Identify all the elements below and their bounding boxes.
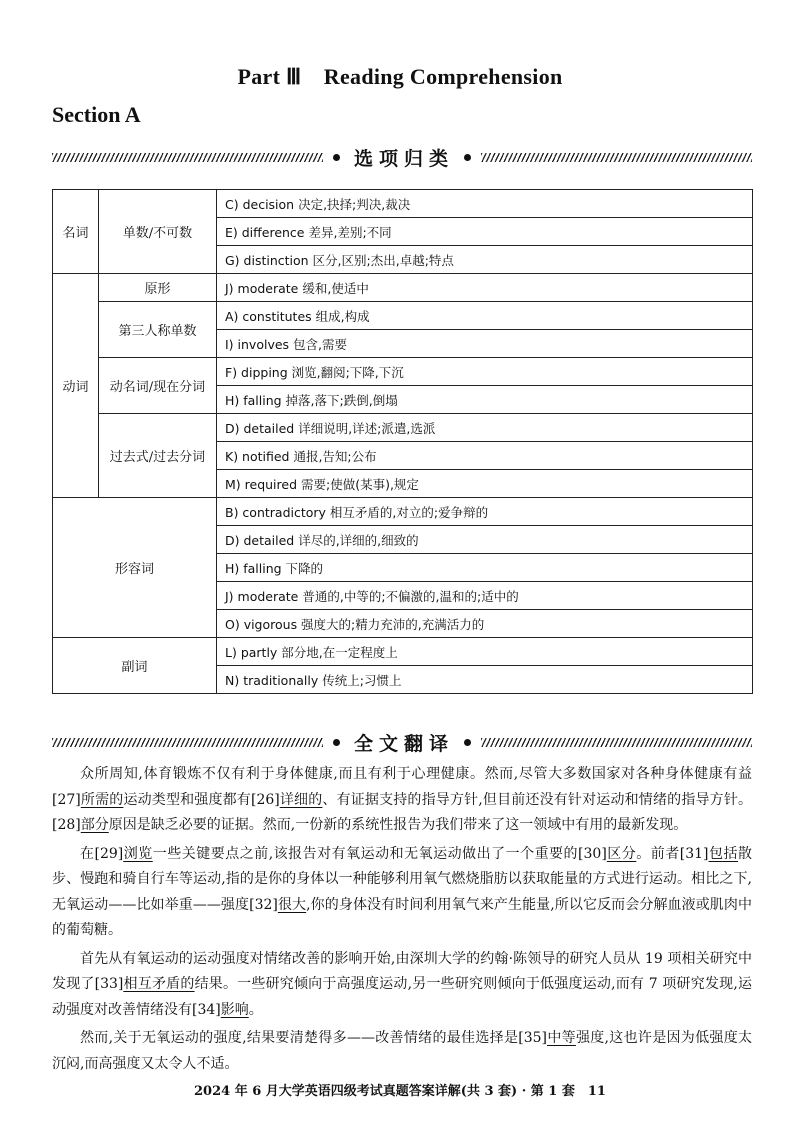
hatch-decoration — [52, 153, 323, 162]
subcategory-cell: 原形 — [99, 274, 217, 302]
table-row — [53, 498, 753, 526]
entry-cell: J) moderate 普通的,中等的;不偏激的,温和的;适中的 — [217, 582, 753, 610]
text: 原因是缺乏必要的证据。然而,一份新的系统性报告为我们带来了这一领域中有用的最新发现。 — [108, 817, 688, 833]
banner-label: 全文翻译 — [354, 732, 455, 755]
answer-underline: 中等 — [547, 1030, 576, 1046]
entry-cell: C) decision 决定,抉择;判决,裁决 — [217, 190, 753, 218]
answer-underline: 浏览 — [123, 845, 153, 862]
paragraph — [52, 762, 752, 839]
hatch-decoration — [481, 153, 752, 162]
entry-cell: O) vigorous 强度大的;精力充沛的,充满活力的 — [217, 610, 753, 638]
translation-body — [52, 762, 752, 1080]
entry-cell: D) detailed 详细说明,详述;派遣,选派 — [217, 414, 753, 442]
entry-cell: F) dipping 浏览,翻阅;下降,下沉 — [217, 358, 753, 386]
text: 一些关键要点之前,该报告对有氧运动和无氧运动做出了一个重要的[30] — [152, 845, 607, 862]
entry-cell: K) notified 通报,告知;公布 — [217, 442, 753, 470]
text: 散步、慢跑和骑自行车等运动,指的是你的身体以一种能够利用氧气燃烧脂肪以获取能量的方式进行运动。相比之下,无氧运动——比如举重——强度[32] — [52, 845, 753, 913]
entry-cell: I) involves 包含,需要 — [217, 330, 753, 358]
entry-cell: H) falling 掉落,落下;跌倒,倒塌 — [217, 386, 753, 414]
text: 。 — [248, 1001, 263, 1018]
entry-cell: G) distinction 区分,区别;杰出,卓越;特点 — [217, 246, 753, 274]
category-cell: 副词 — [53, 638, 217, 694]
entry-cell: J) moderate 缓和,使适中 — [217, 274, 753, 302]
answer-underline: 影响 — [220, 1001, 249, 1018]
banner-translation — [52, 728, 752, 756]
paragraph — [52, 947, 752, 1024]
category-cell: 形容词 — [53, 498, 217, 638]
subcategory-cell: 动名词/现在分词 — [99, 358, 217, 414]
section-title: Section A — [52, 102, 141, 127]
banner-label: 选项归类 — [354, 147, 455, 170]
text: 、有证据支持的指导方针,但目前还没有针对运动和情绪的指导方针。[28] — [52, 791, 752, 833]
answer-underline: 很大 — [277, 896, 307, 913]
entry-cell: L) partly 部分地,在一定程度上 — [217, 638, 753, 666]
text: 首先从有氧运动的运动强度对情绪改善的影响开始,由深圳大学的约翰·陈领导的研究人员从 19 项相关研究中发现了[33] — [52, 950, 752, 992]
dot-icon — [464, 154, 471, 161]
answer-underline: 相互矛盾的 — [123, 976, 195, 992]
hatch-decoration — [52, 738, 323, 747]
entry-cell: A) constitutes 组成,构成 — [217, 302, 753, 330]
entry-cell: E) difference 差异,差别;不同 — [217, 218, 753, 246]
answer-underline: 包括 — [708, 845, 739, 862]
banner-classification — [52, 143, 752, 171]
text: 众所周知,体育锻炼不仅有利于身体健康,而且有利于心理健康。然而,尽管大多数国家对各种身体健康有益[27] — [52, 766, 752, 808]
entry-cell: H) falling 下降的 — [217, 554, 753, 582]
classification-table — [52, 189, 753, 694]
text: 运动类型和强度都有[26] — [123, 791, 280, 808]
hatch-decoration — [481, 738, 752, 747]
entry-cell: N) traditionally 传统上;习惯上 — [217, 666, 753, 694]
subcategory-cell: 第三人称单数 — [99, 302, 217, 358]
table-row — [53, 190, 753, 218]
text: 。前者[31] — [636, 845, 709, 862]
text: 在[29] — [80, 845, 124, 862]
entry-cell: B) contradictory 相互矛盾的,对立的;爱争辩的 — [217, 498, 753, 526]
part-title: Part Ⅲ Reading Comprehension — [237, 64, 563, 89]
answer-underline: 所需的 — [80, 791, 124, 808]
table-row — [53, 274, 753, 302]
text: 然而,关于无氧运动的强度,结果要清楚得多——改善情绪的最佳选择是[35] — [80, 1030, 548, 1046]
table-row — [53, 358, 753, 386]
category-cell: 动词 — [53, 274, 99, 498]
paragraph — [52, 1026, 752, 1077]
subcategory-cell: 单数/不可数 — [99, 190, 217, 274]
dot-icon — [333, 739, 340, 746]
entry-cell: D) detailed 详尽的,详细的,细致的 — [217, 526, 753, 554]
paragraph — [52, 842, 752, 944]
entry-cell: M) required 需要;使做(某事),规定 — [217, 470, 753, 498]
table-row — [53, 638, 753, 666]
category-cell: 名词 — [53, 190, 99, 274]
table-row — [53, 414, 753, 442]
page-footer: 2024 年 6 月大学英语四级考试真题答案详解(共 3 套) · 第 1 套 11 — [194, 1084, 606, 1099]
dot-icon — [333, 154, 340, 161]
text: 强度,这也许是因为低强度太沉闷,而高强度又太令人不适。 — [52, 1030, 753, 1072]
subcategory-cell: 过去式/过去分词 — [99, 414, 217, 498]
answer-underline: 部分 — [80, 817, 109, 833]
dot-icon — [464, 739, 471, 746]
text: 结果。一些研究倾向于高强度运动,另一些研究则倾向于低强度运动,而有 7 项研究发现,运动强度对改善情绪没有[34] — [52, 976, 752, 1018]
table-row — [53, 302, 753, 330]
answer-underline: 区分 — [606, 845, 637, 862]
answer-underline: 详细的 — [279, 791, 323, 808]
text: ,你的身体没有时间利用氧气来产生能量,所以它反而会分解血液或肌肉中的葡萄糖。 — [52, 896, 752, 938]
